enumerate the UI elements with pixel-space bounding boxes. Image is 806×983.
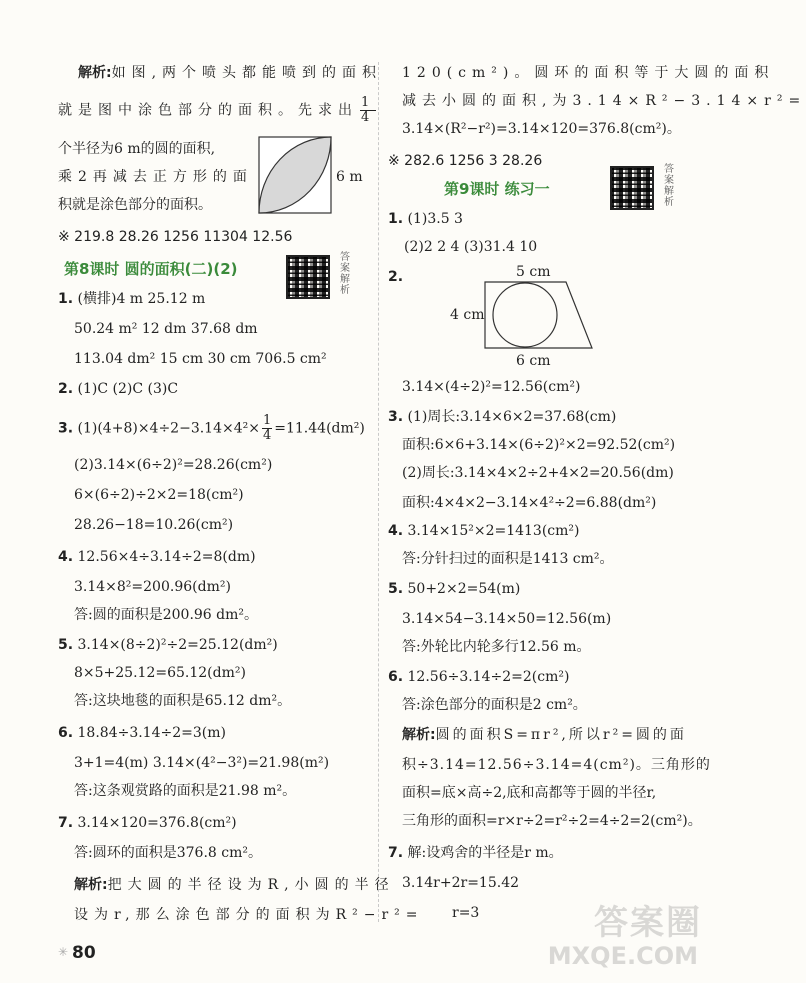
answer-text: (2)2 2 4 (3)31.4 10 bbox=[404, 239, 538, 255]
analysis-text: 3.14×(R²−r²)=3.14×120=376.8(cm²)。 bbox=[402, 121, 681, 137]
qr-label: 答案解析 bbox=[664, 164, 674, 208]
analysis-text: 圆的面积S=πr²,所以r²=圆的面 bbox=[435, 727, 687, 743]
page-number: 80 bbox=[72, 943, 96, 963]
answer-text: 答:涂色部分的面积是2 cm²。 bbox=[402, 697, 587, 713]
analysis-text: 如图,两个喷头都能喷到的面积 bbox=[111, 65, 383, 81]
answer-text: 答:圆的面积是200.96 dm²。 bbox=[74, 607, 259, 623]
answer-text: (2)3.14×(6÷2)²=28.26(cm²) bbox=[74, 457, 273, 473]
analysis-text: 积÷3.14=12.56÷3.14=4(cm²)。三角形的 bbox=[402, 757, 711, 773]
lesson-title: 第9课时 练习一 bbox=[444, 180, 550, 198]
question-number: 2. bbox=[58, 381, 74, 397]
star-icon: ✳ bbox=[58, 945, 69, 959]
answer-text: 3+1=4(m) 3.14×(4²−3²)=21.98(m²) bbox=[74, 755, 330, 771]
analysis-label: 解析 bbox=[74, 877, 102, 893]
answer-text: 3.14×15²×2=1413(cm²) bbox=[407, 523, 580, 539]
answer-text: 3.14×(4÷2)²=12.56(cm²) bbox=[402, 379, 581, 395]
analysis-text: 把大圆的半径设为R,小圆的半径 bbox=[107, 877, 395, 893]
answer-text: 6×(6÷2)÷2×2=18(cm²) bbox=[74, 487, 244, 503]
analysis-text: 减去小圆的面积,为3.14×R²−3.14×r²= bbox=[402, 93, 806, 109]
question-number: 4. bbox=[388, 523, 404, 539]
answer-text: 3.14r+2r=15.42 bbox=[402, 875, 520, 891]
figure-bottom-label: 6 cm bbox=[516, 353, 551, 369]
answer-text: 8×5+25.12=65.12(dm²) bbox=[74, 665, 246, 681]
answer-text: 12.56×4÷3.14÷2=8(dm) bbox=[77, 549, 256, 565]
watermark-url: MXQE.COM bbox=[547, 942, 698, 970]
watermark-text: 答案圈 bbox=[594, 903, 702, 943]
answer-text: 113.04 dm² 15 cm 30 cm 706.5 cm² bbox=[74, 351, 327, 367]
question-number: 3. bbox=[58, 420, 74, 437]
answer-text: 50.24 m² 12 dm 37.68 dm bbox=[74, 321, 258, 337]
extra-answers: ※ 219.8 28.26 1256 11304 12.56 bbox=[58, 229, 293, 245]
answer-text: 面积:4×4×2−3.14×4²÷2=6.88(dm²) bbox=[402, 495, 657, 511]
answer-text: (横排)4 m 25.12 m bbox=[77, 291, 206, 307]
analysis-line: 解析:如图,两个喷头都能喷到的面积 bbox=[78, 65, 383, 81]
question-number: 1. bbox=[58, 291, 74, 307]
answer-text: r=3 bbox=[452, 905, 480, 921]
qr-code[interactable] bbox=[610, 166, 654, 210]
question-number: 3. bbox=[388, 409, 404, 425]
analysis-text: 乘2再减去正方形的面 bbox=[58, 169, 253, 185]
figure-top-label: 5 cm bbox=[516, 264, 551, 280]
analysis-text: 就是图中涂色部分的面积。先求出 bbox=[58, 102, 358, 119]
trapezoid-circle-figure bbox=[484, 280, 594, 350]
fraction: $\frac{1}{4}$ bbox=[361, 95, 376, 125]
answer-text: 答:这条观赏路的面积是21.98 m²。 bbox=[74, 783, 297, 799]
column-divider bbox=[378, 62, 379, 922]
question-number: 2. bbox=[388, 269, 404, 285]
analysis-text: 120(cm²)。圆环的面积等于大圆的面积 bbox=[402, 65, 775, 81]
question-number: 6. bbox=[388, 669, 404, 685]
lesson-title: 第8课时 圆的面积(二)(2) bbox=[64, 260, 238, 278]
answer-text: (1)(4+8)×4÷2−3.14×4²× bbox=[77, 420, 260, 437]
answer-text: 28.26−18=10.26(cm²) bbox=[74, 517, 234, 533]
analysis-text: 面积=底×高÷2,底和高都等于圆的半径r, bbox=[402, 785, 657, 801]
answer-text: 答:这块地毯的面积是65.12 dm²。 bbox=[74, 693, 292, 709]
answer-text: 3.14×8²=200.96(dm²) bbox=[74, 579, 231, 595]
answer-text: 50+2×2=54(m) bbox=[407, 581, 521, 597]
question-number: 6. bbox=[58, 725, 74, 741]
question-number: 7. bbox=[388, 845, 404, 861]
fraction: $\frac{1}{4}$ bbox=[262, 413, 272, 443]
question-number: 4. bbox=[58, 549, 74, 565]
answer-text: 答:外轮比内轮多行12.56 m。 bbox=[402, 639, 591, 655]
analysis-line bbox=[58, 96, 378, 125]
analysis-label: 解析 bbox=[402, 727, 430, 743]
qr-code[interactable] bbox=[286, 255, 330, 299]
analysis-text: 三角形的面积=r×r÷2=r²÷2=4÷2=2(cm²)。 bbox=[402, 813, 702, 829]
answer-text: (1)C (2)C (3)C bbox=[77, 381, 179, 397]
square-sprinkler-figure bbox=[258, 136, 332, 216]
figure-left-label: 4 cm bbox=[450, 307, 485, 323]
answer-text: 3.14×(8÷2)²÷2=25.12(dm²) bbox=[77, 637, 278, 653]
question-number: 7. bbox=[58, 815, 74, 831]
answer-text: =11.44(dm²) bbox=[274, 420, 365, 437]
answer-text: 3.14×120=376.8(cm²) bbox=[77, 815, 237, 831]
question-number: 5. bbox=[58, 637, 74, 653]
analysis-text: 积就是涂色部分的面积。 bbox=[58, 197, 212, 213]
answer-text: 12.56÷3.14÷2=2(cm²) bbox=[407, 669, 570, 685]
analysis-label: 解析 bbox=[78, 65, 106, 81]
answer-text: 答:圆环的面积是376.8 cm²。 bbox=[74, 845, 262, 861]
extra-answers: ※ 282.6 1256 3 28.26 bbox=[388, 153, 543, 169]
answer-text: 解:设鸡舍的半径是r m。 bbox=[407, 845, 563, 861]
answer-text: 18.84÷3.14÷2=3(m) bbox=[77, 725, 226, 741]
question-number: 1. bbox=[388, 211, 404, 227]
figure-side-label: 6 m bbox=[336, 169, 363, 185]
answer-text: (1)3.5 3 bbox=[407, 211, 463, 227]
answer-text: (1)周长:3.14×6×2=37.68(cm) bbox=[407, 409, 617, 425]
analysis-text: 设为r,那么涂色部分的面积为R²−r²= bbox=[74, 907, 424, 923]
answer-text: 3.14×54−3.14×50=12.56(m) bbox=[402, 611, 612, 627]
answer-text: (2)周长:3.14×4×2÷2+4×2=20.56(dm) bbox=[402, 465, 674, 481]
answer-text: 面积:6×6+3.14×(6÷2)²×2=92.52(cm²) bbox=[402, 437, 676, 453]
answer-text: 答:分针扫过的面积是1413 cm²。 bbox=[402, 551, 614, 567]
analysis-text: 个半径为6 m的圆的面积, bbox=[58, 141, 216, 157]
question-number: 5. bbox=[388, 581, 404, 597]
qr-label: 答案解析 bbox=[340, 252, 350, 296]
